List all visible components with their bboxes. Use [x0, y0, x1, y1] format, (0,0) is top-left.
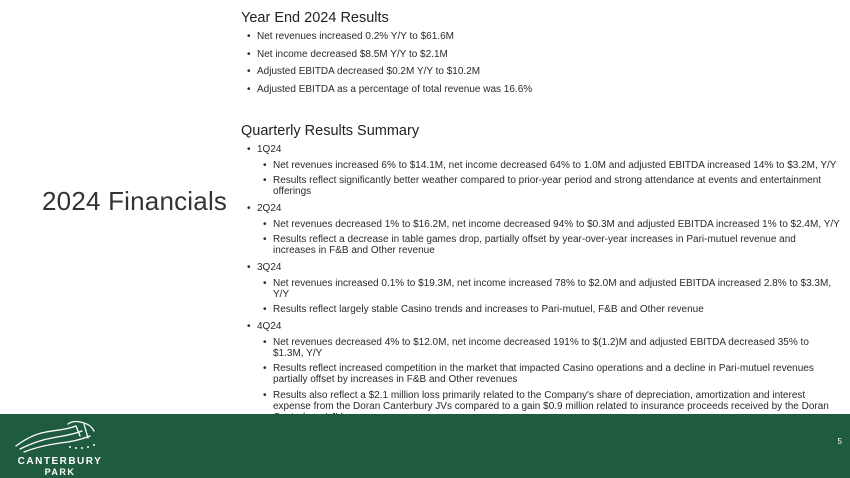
quarter-bullet: • Results also reflect a $2.1 million loss primarily related to the Company's share of depreciation, amortization and interest expense from the Doran Canterbury JVs compared to a gain $0.9 million related to insurance proceeds received by the Doran	[257, 390, 841, 423]
horse-racing-logo-icon	[10, 418, 100, 454]
year-end-bullet: • Adjusted EBITDA as a percentage of total revenue was 16.6%	[241, 83, 841, 96]
year-end-bullet: • Net income decreased $8.5M Y/Y to $2.1M	[241, 48, 841, 61]
slide-title: 2024 Financials	[42, 186, 228, 216]
year-end-list	[241, 30, 841, 96]
quarter-detail-list	[257, 160, 841, 198]
quarter-label: • 3Q24	[257, 261, 282, 273]
year-end-bullet: • Net revenues increased 0.2% Y/Y to $61.6M	[241, 30, 841, 43]
quarter-list	[241, 143, 841, 423]
quarter-item-1q24	[241, 143, 841, 198]
year-end-heading: Year End 2024 Results	[241, 10, 389, 26]
quarterly-heading: Quarterly Results Summary	[241, 122, 420, 139]
quarter-bullet: • Results reflect a decrease in table games drop, partially offset by year-over-year increases in Pari-mutuel revenue and increases in F&B and Other revenue	[257, 234, 841, 256]
quarter-bullet: • Net revenues decreased 4% to $12.0M, net income decreased 191% to $(1.2)M and adjusted EBITDA decreased 35% to $1.3M, Y/Y	[257, 337, 841, 359]
year-end-bullet: • Adjusted EBITDA decreased $0.2M Y/Y to $10.2M	[241, 65, 841, 78]
logo-wordmark-line2: PARK	[44, 467, 76, 477]
quarter-bullet: • Results reflect significantly better weather compared to prior-year period and strong attendance at events and entertainment offerings	[257, 175, 841, 197]
year-end-section	[241, 10, 841, 96]
quarter-bullet: • Net revenues increased 0.1% to $19.3M, net income increased 78% to $2.0M and adjusted EBITDA increased 2.8% to $3.3M, Y/Y	[257, 278, 841, 300]
quarter-bullet: • Net revenues decreased 1% to $16.2M, net income decreased 94% to $0.3M and adjusted EBITDA increased 1% to $2.4M, Y/Y	[257, 219, 841, 230]
quarter-label: • 2Q24	[257, 202, 282, 214]
quarter-detail-list	[257, 219, 841, 257]
quarterly-section	[241, 123, 841, 423]
logo-wordmark-line1: CANTERBURY	[17, 456, 103, 467]
quarter-label: • 1Q24	[257, 143, 282, 155]
content-area	[241, 10, 841, 427]
quarter-bullet: • Results reflect increased competition in the market that impacted Casino operations and a decline in Pari-mutuel revenues partially offset by increases in F&B and Other revenues	[257, 363, 841, 385]
quarter-bullet: • Net revenues increased 6% to $14.1M, net income decreased 64% to 1.0M and adjusted EBITDA increased 14% to $3.2M, Y/Y	[257, 160, 841, 171]
page-number: 5	[837, 437, 842, 446]
footer-bar	[0, 414, 850, 478]
quarter-detail-list	[257, 337, 841, 423]
quarter-detail-list	[257, 278, 841, 316]
quarter-label: • 4Q24	[257, 320, 282, 332]
quarter-item-3q24	[241, 261, 841, 316]
quarter-bullet: • Results reflect largely stable Casino trends and increases to Pari-mutuel, F&B and Other revenue	[257, 304, 841, 315]
quarter-item-4q24	[241, 320, 841, 423]
quarter-item-2q24	[241, 202, 841, 257]
canterbury-park-logo	[10, 418, 103, 477]
